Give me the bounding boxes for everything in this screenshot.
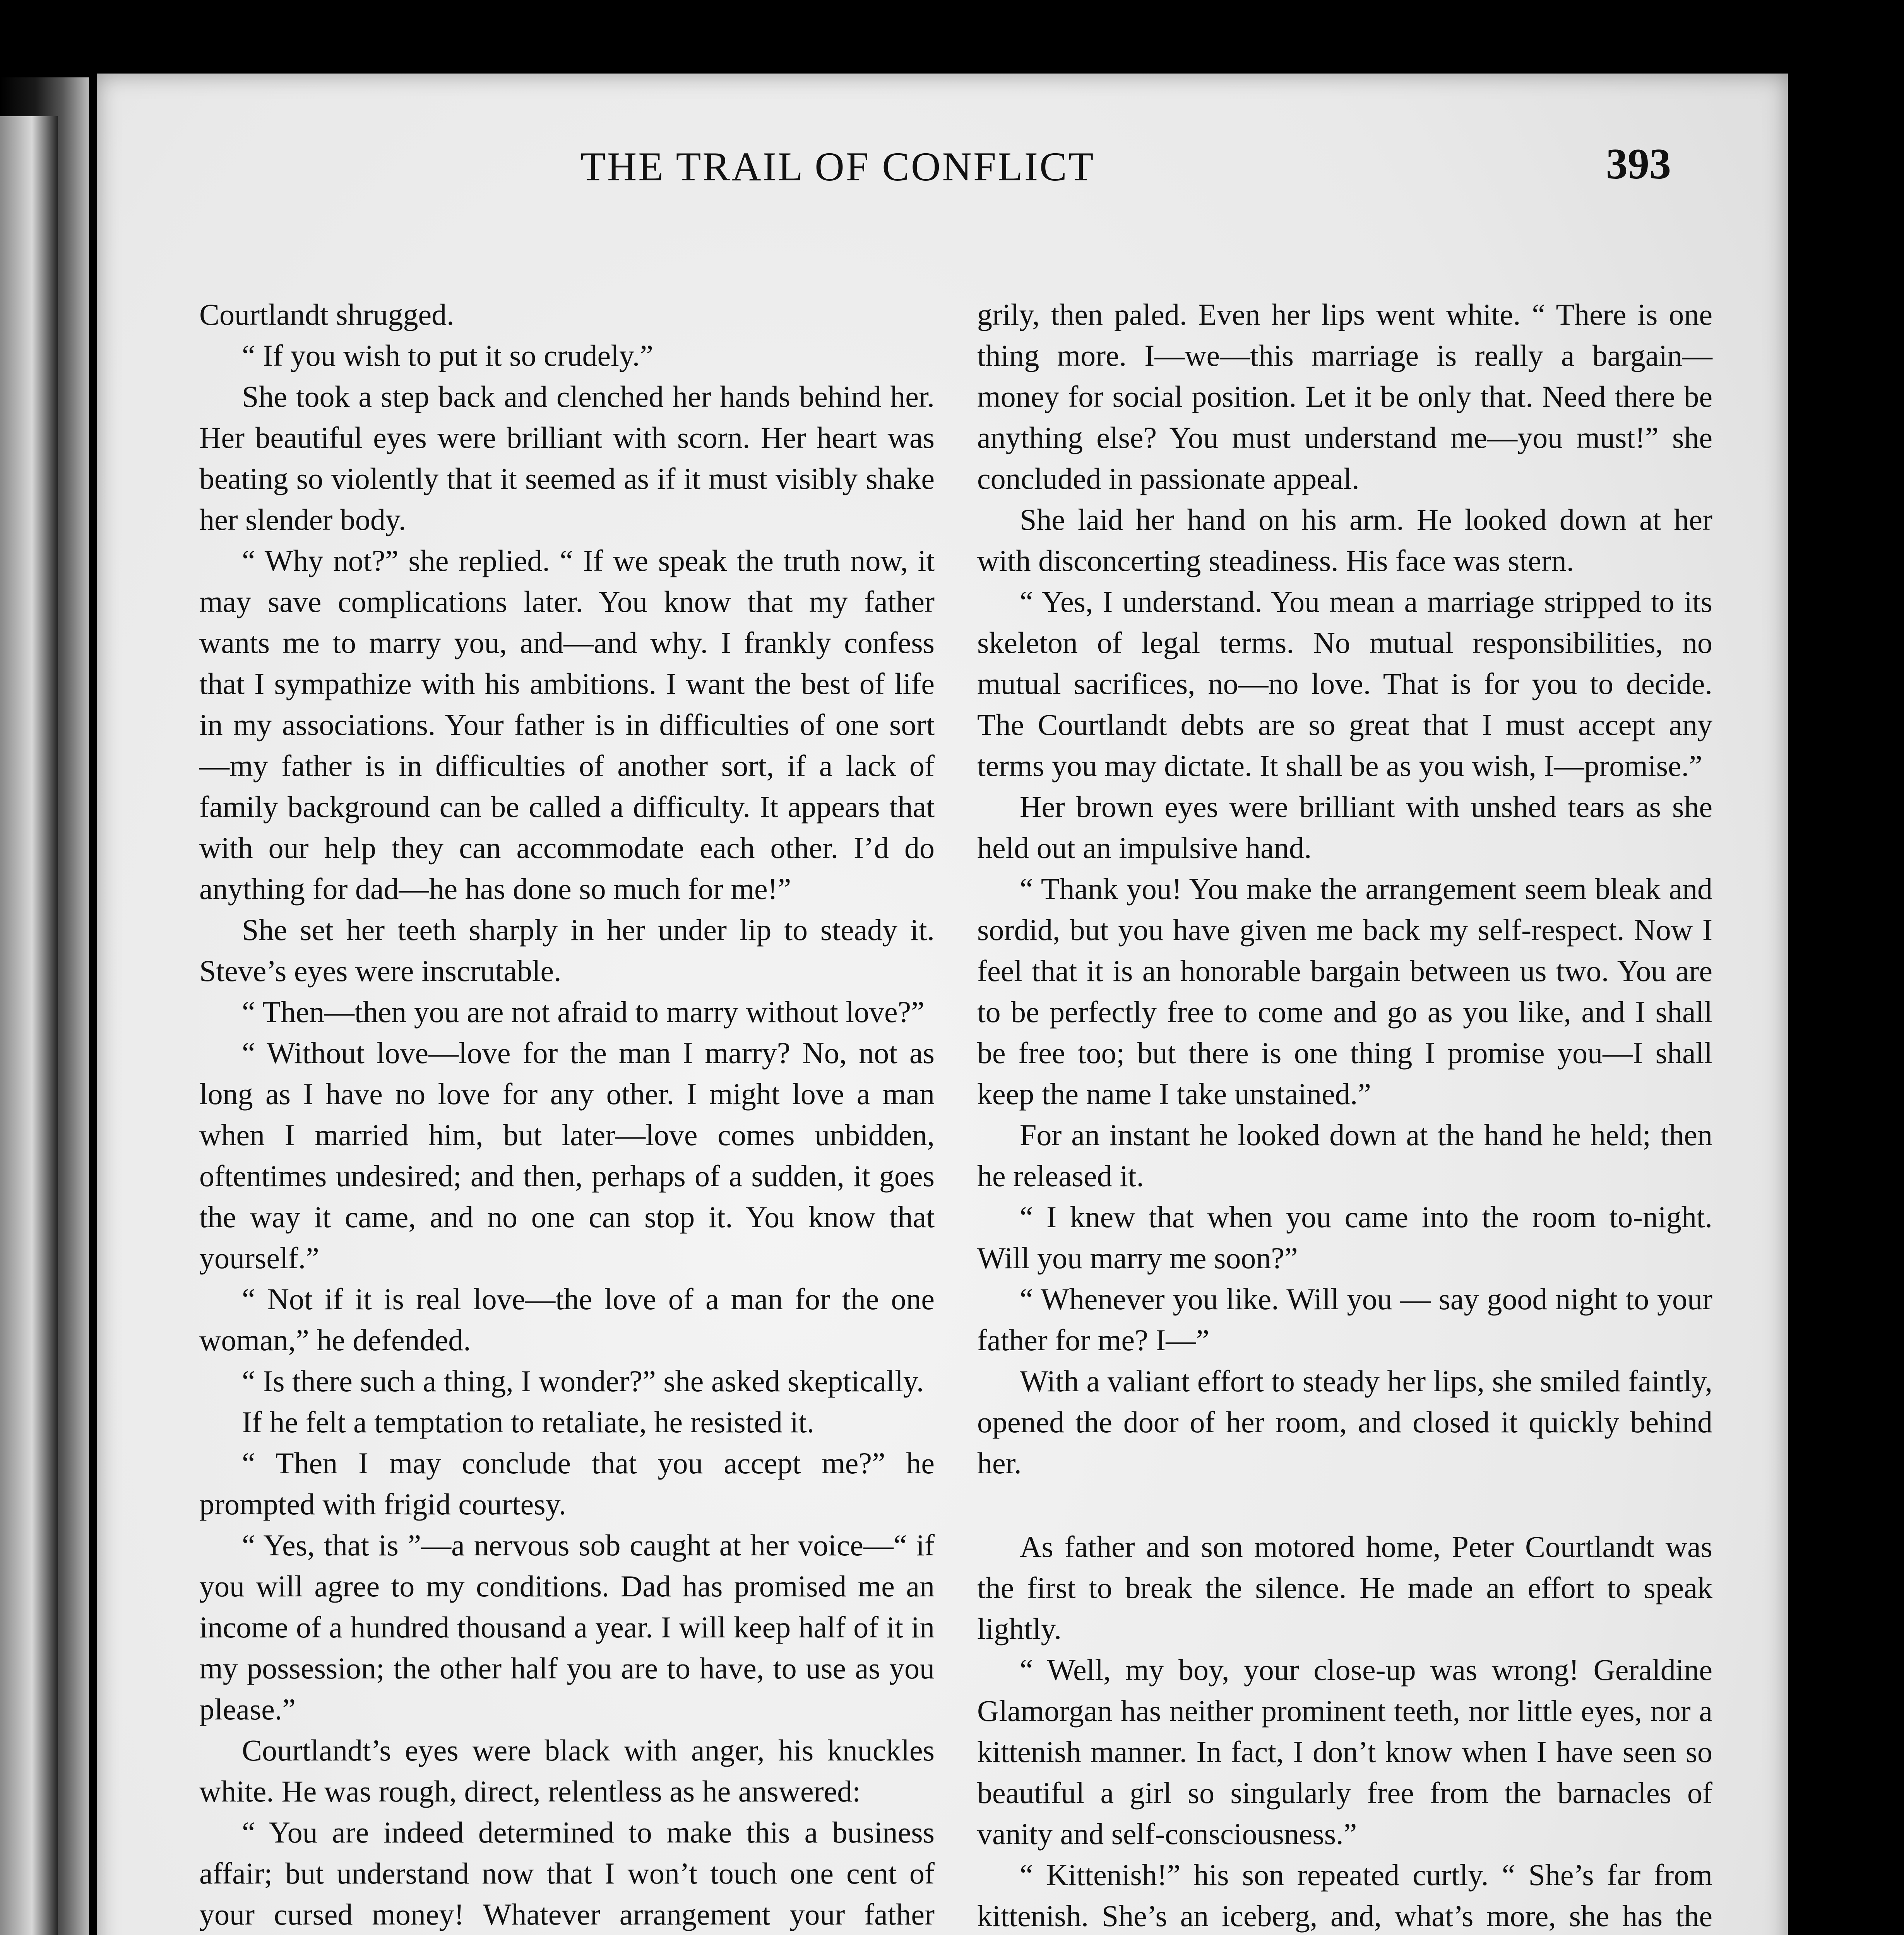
left-column bbox=[199, 294, 935, 1935]
paragraph: “ Not if it is real love—the love of a man for the one woman,” he defended. bbox=[199, 1282, 935, 1357]
paragraph: “ Without love—love for the man I marry? No, not as long as I have no love for any other. I might love a man when I married him, but later—love comes unbidden, oftentimes undesired; and then, perhaps of a sudden, it goes the way it came, and no one can stop it. You know that yourself.” bbox=[199, 1036, 935, 1275]
paragraph: Her brown eyes were brilliant with unshed tears as she held out an impulsive hand. bbox=[977, 790, 1712, 865]
right-column bbox=[977, 294, 1712, 1935]
paragraph: As father and son motored home, Peter Courtlandt was the first to break the silence. He made an effort to speak lightly. bbox=[977, 1530, 1712, 1646]
page-number: 393 bbox=[1606, 140, 1671, 188]
paragraph: “ Yes, that is ”—a nervous sob caught at her voice—“ if you will agree to my conditions. Dad has promised me an income of a hundred thousand a year. I will keep half of it in my possession; the other half you are to have, to use as you please.” bbox=[199, 1528, 935, 1726]
paragraph: She took a step back and clenched her hands behind her. Her beautiful eyes were brilliant with scorn. Her heart was beating so violently that it seemed as if it must visibly shake her slender body. bbox=[199, 380, 935, 536]
paragraph: “ Then I may conclude that you accept me?” he prompted with frigid courtesy. bbox=[199, 1446, 935, 1521]
paragraph: Courtlandt’s eyes were black with anger, his knuckles white. He was rough, direct, relentless as he answered: bbox=[199, 1733, 935, 1808]
paragraph: She set her teeth sharply in her under lip to steady it. Steve’s eyes were inscrutable. bbox=[199, 913, 935, 988]
paragraph: “ Kittenish!” his son repeated curtly. “ She’s far from kittenish. She’s an iceberg, and, what’s more, she has the bbox=[977, 1858, 1712, 1933]
paragraph: “ Well, my boy, your close-up was wrong! Geraldine Glamorgan has neither prominent teeth, nor little eyes, nor a kittenish manner. In fact, I don’t know when I have seen so beautiful a girl so singularly free from the barnacles of vanity and self-consciousness.” bbox=[977, 1653, 1712, 1851]
running-header: THE TRAIL OF CONFLICT bbox=[580, 144, 1095, 189]
paragraph-continuation: grily, then paled. Even her lips went white. “ There is one thing more. I—we—this marriage is really a bargain—money for social position. Let it be only that. Need there be anything else? You must understand me—you must!” she concluded in passionate appeal. bbox=[977, 298, 1712, 495]
paragraph: “ Is there such a thing, I wonder?” she asked skeptically. bbox=[242, 1364, 924, 1398]
paragraph: She laid her hand on his arm. He looked down at her with disconcerting steadiness. His face was stern. bbox=[977, 503, 1712, 577]
paragraph: Courtlandt shrugged. bbox=[199, 298, 454, 331]
paragraph: For an instant he looked down at the hand he held; then he released it. bbox=[977, 1118, 1712, 1193]
paragraph: “ You are indeed determined to make this a business affair; but understand now that I won’t touch one cent of your cursed money! Whatever arrangement your father bbox=[199, 1815, 935, 1931]
paragraph: If he felt a temptation to retaliate, he resisted it. bbox=[242, 1405, 815, 1439]
paragraph: With a valiant effort to steady her lips, she smiled faintly, opened the door of her room, and closed it quickly behind her. bbox=[977, 1364, 1712, 1480]
paragraph: “ Then—then you are not afraid to marry without love?” bbox=[242, 995, 925, 1029]
paragraph: “ I knew that when you came into the room to-night. Will you marry me soon?” bbox=[977, 1200, 1712, 1275]
paragraph: “ Why not?” she replied. “ If we speak the truth now, it may save complications later. You know that my father wants me to marry you, and—and why. I frankly confess that I sympathize with his ambitions. I want the best of life in my associations. Your father is in difficulties of one sort—my father is in difficulties of another sort, if a lack of family background can be called a difficulty. It appears that with our help they can accommodate each other. I’d do anything for dad—he has done so much for me!” bbox=[199, 544, 935, 906]
paragraph: “ Yes, I understand. You mean a marriage stripped to its skeleton of legal terms. No mutual responsibilities, no mutual sacrifices, no—no love. That is for you to decide. The Courtlandt debts are so great that I must accept any terms you may dictate. It shall be as you wish, I—promise.” bbox=[977, 585, 1712, 783]
paragraph: “ If you wish to put it so crudely.” bbox=[242, 339, 653, 372]
facing-page-edge bbox=[0, 116, 58, 1935]
paragraph: “ Thank you! You make the arrangement seem bleak and sordid, but you have given me back my self-respect. Now I feel that it is an honorable bargain between us two. You are to be perfectly free to come and go as you like, and I shall be free too; but there is one thing I promise you—I shall keep the name I take unstained.” bbox=[977, 872, 1712, 1111]
paragraph: “ Whenever you like. Will you — say good night to your father for me? I—” bbox=[977, 1282, 1712, 1357]
